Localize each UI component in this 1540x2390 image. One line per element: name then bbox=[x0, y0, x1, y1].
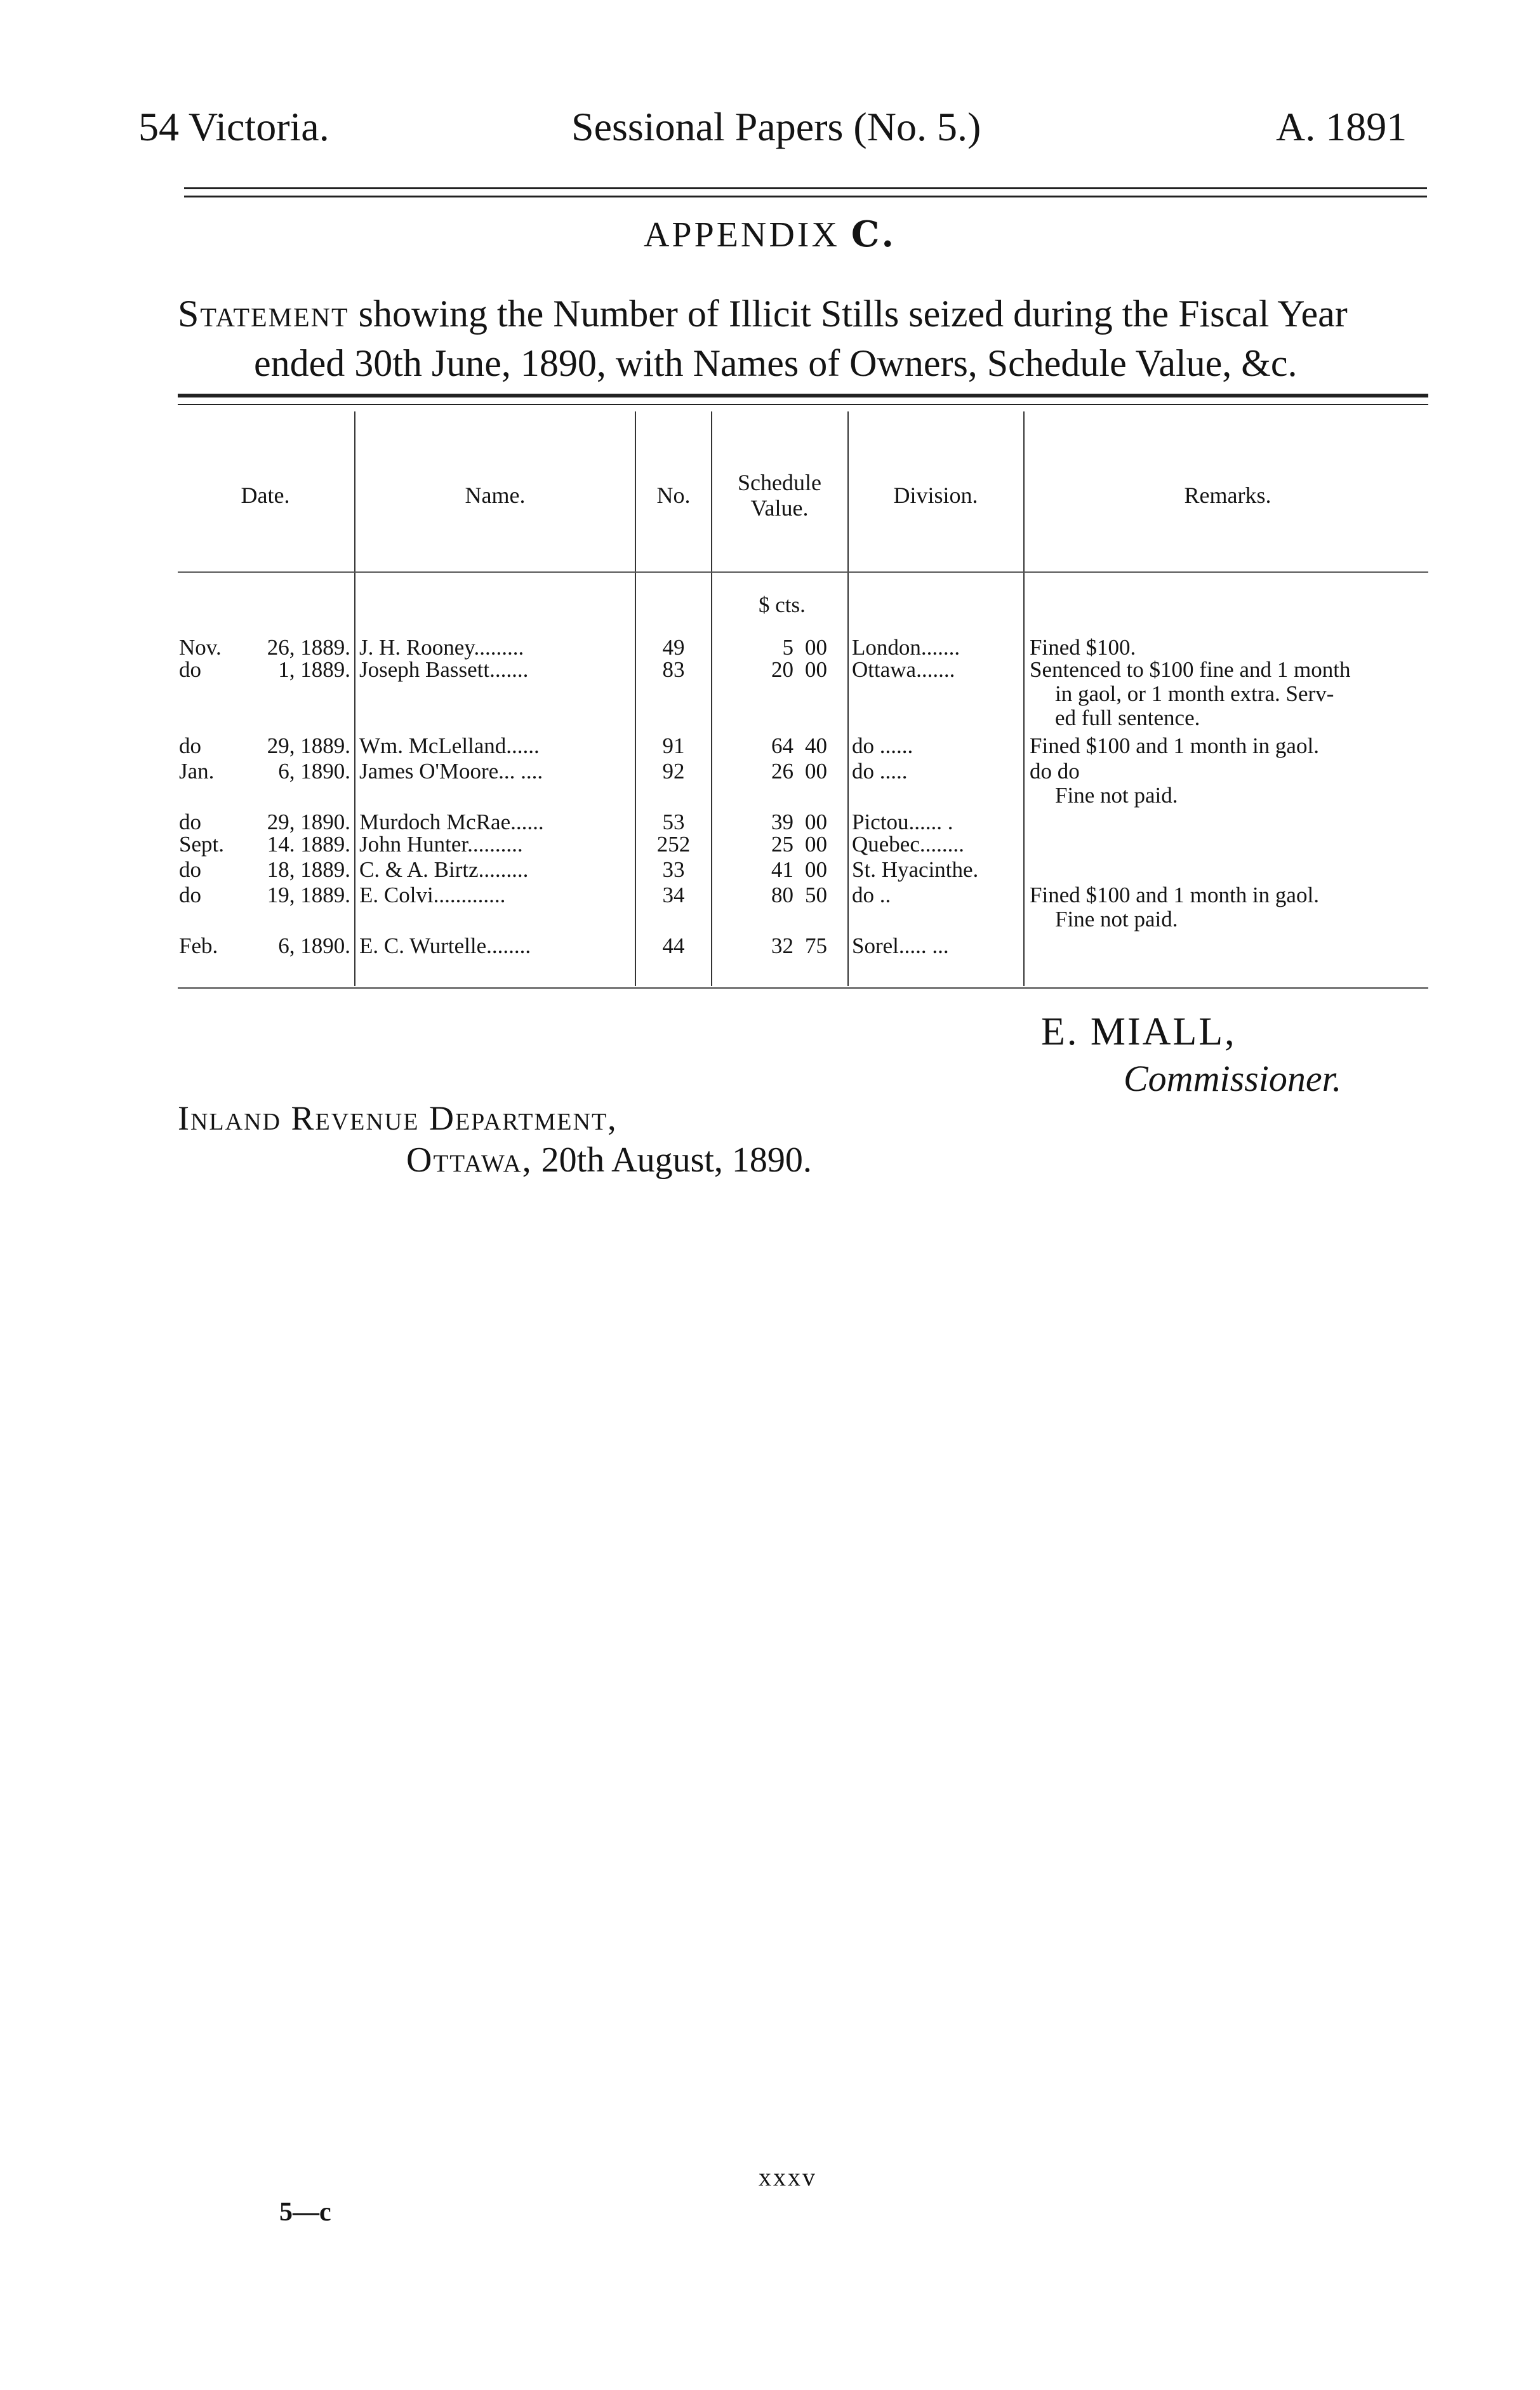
row-division: Pictou...... . bbox=[852, 810, 953, 834]
row-value-cents: 00 bbox=[805, 857, 827, 882]
row-date-month: do bbox=[179, 657, 201, 682]
row-division: do ..... bbox=[852, 759, 908, 784]
row-value-dollars: 26 bbox=[771, 759, 793, 784]
col-header-remarks: Remarks. bbox=[1184, 483, 1271, 508]
row-value-cents: 00 bbox=[805, 832, 827, 857]
signature-name: E. MIALL, bbox=[1041, 1010, 1237, 1053]
statement-line2: ended 30th June, 1890, with Names of Owners, Schedule Value, &c. bbox=[254, 342, 1298, 384]
header-title: Sessional Papers (No. 5.) bbox=[571, 104, 981, 149]
row-name: John Hunter.......... bbox=[359, 832, 523, 857]
department-date: 20th August, 1890. bbox=[541, 1140, 812, 1180]
row-value-dollars: 5 bbox=[782, 635, 793, 660]
row-remark: Fined $100 and 1 month in gaol. bbox=[1030, 883, 1319, 907]
col-header-date: Date. bbox=[241, 483, 290, 508]
row-date-month: do bbox=[179, 733, 201, 758]
row-number: 53 bbox=[662, 810, 685, 834]
row-value-cents: 00 bbox=[805, 635, 827, 660]
row-date-month: do bbox=[179, 810, 201, 834]
row-value-dollars: 41 bbox=[771, 857, 793, 882]
row-value-dollars: 39 bbox=[771, 810, 793, 834]
row-remark: ed full sentence. bbox=[1055, 705, 1200, 730]
row-number: 91 bbox=[662, 733, 685, 758]
row-division: do .. bbox=[852, 883, 891, 907]
row-date-month: Nov. bbox=[179, 635, 222, 660]
header-volume: 54 Victoria. bbox=[138, 104, 329, 149]
signature-title: Commissioner. bbox=[1124, 1058, 1342, 1099]
row-date-day: 14. 1889. bbox=[267, 832, 350, 857]
signature-mark: 5—c bbox=[279, 2198, 331, 2227]
col-header-name: Name. bbox=[465, 483, 526, 508]
col-header-no: No. bbox=[656, 483, 691, 508]
row-remark: Sentenced to $100 fine and 1 month bbox=[1030, 657, 1351, 682]
row-number: 33 bbox=[662, 857, 685, 882]
row-division: Quebec........ bbox=[852, 832, 964, 857]
row-name: James O'Moore... .... bbox=[359, 759, 543, 784]
table-rule-bottom bbox=[178, 987, 1428, 989]
row-date-day: 6, 1890. bbox=[278, 933, 350, 958]
row-value-dollars: 64 bbox=[771, 733, 793, 758]
department-place: Ottawa, bbox=[406, 1140, 533, 1180]
row-number: 92 bbox=[662, 759, 685, 784]
row-number: 83 bbox=[662, 657, 685, 682]
row-date-month: Sept. bbox=[179, 832, 224, 857]
row-number: 252 bbox=[656, 832, 691, 857]
row-name: Murdoch McRae...... bbox=[359, 810, 544, 834]
row-value-cents: 75 bbox=[805, 933, 827, 958]
row-name: E. C. Wurtelle........ bbox=[359, 933, 531, 958]
row-division: Sorel..... ... bbox=[852, 933, 949, 958]
row-remark: Fine not paid. bbox=[1055, 907, 1178, 931]
row-name: C. & A. Birtz......... bbox=[359, 857, 529, 882]
row-division: do ...... bbox=[852, 733, 913, 758]
row-date-month: do bbox=[179, 883, 201, 907]
department-line1 bbox=[178, 1098, 618, 1138]
department-name: Inland Revenue Department, bbox=[178, 1099, 618, 1137]
row-value-cents: 50 bbox=[805, 883, 827, 907]
row-value-cents: 40 bbox=[805, 733, 827, 758]
header-year: A. 1891 bbox=[1276, 104, 1407, 149]
row-date-month: Jan. bbox=[179, 759, 215, 784]
row-date-day: 29, 1889. bbox=[267, 733, 350, 758]
col-header-division: Division. bbox=[893, 483, 978, 508]
row-value-dollars: 32 bbox=[771, 933, 793, 958]
row-division: London....... bbox=[852, 635, 960, 660]
row-remark: Fined $100 and 1 month in gaol. bbox=[1030, 733, 1319, 758]
row-name: J. H. Rooney......... bbox=[359, 635, 524, 660]
page-number: xxxv bbox=[759, 2163, 817, 2191]
row-date-month: do bbox=[179, 857, 201, 882]
row-value-dollars: 25 bbox=[771, 832, 793, 857]
row-name: Wm. McLelland...... bbox=[359, 733, 540, 758]
row-date-day: 6, 1890. bbox=[278, 759, 350, 784]
row-number: 34 bbox=[662, 883, 685, 907]
row-number: 49 bbox=[662, 635, 685, 660]
header-rule bbox=[178, 571, 1428, 573]
row-remark: Fine not paid. bbox=[1055, 783, 1178, 808]
row-name: Joseph Bassett....... bbox=[359, 657, 529, 682]
department-line2 bbox=[406, 1140, 812, 1180]
row-division: Ottawa....... bbox=[852, 657, 955, 682]
row-value-cents: 00 bbox=[805, 810, 827, 834]
appendix-letter: C. bbox=[851, 213, 896, 255]
row-date-day: 26, 1889. bbox=[267, 635, 350, 660]
row-remark: do do bbox=[1030, 759, 1080, 784]
row-value-cents: 00 bbox=[805, 657, 827, 682]
col-header-value bbox=[712, 470, 847, 521]
row-name: E. Colvi............. bbox=[359, 883, 506, 907]
row-number: 44 bbox=[662, 933, 685, 958]
statement-lead: Statement bbox=[178, 293, 349, 335]
row-date-day: 19, 1889. bbox=[267, 883, 350, 907]
row-date-month: Feb. bbox=[179, 933, 218, 958]
row-remark: in gaol, or 1 month extra. Serv- bbox=[1055, 681, 1334, 706]
statement-line1: showing the Number of Illicit Stills seized during the Fiscal Year bbox=[358, 293, 1348, 335]
row-date-day: 1, 1889. bbox=[278, 657, 350, 682]
col-header-value-line2: Value. bbox=[750, 495, 809, 521]
value-units: $ cts. bbox=[759, 592, 806, 617]
row-remark: Fined $100. bbox=[1030, 635, 1136, 660]
row-value-dollars: 80 bbox=[771, 883, 793, 907]
row-value-cents: 00 bbox=[805, 759, 827, 784]
row-date-day: 18, 1889. bbox=[267, 857, 350, 882]
appendix-title: APPENDIX bbox=[643, 215, 840, 255]
row-division: St. Hyacinthe. bbox=[852, 857, 979, 882]
col-header-value-line1: Schedule bbox=[738, 470, 821, 495]
row-value-dollars: 20 bbox=[771, 657, 793, 682]
row-date-day: 29, 1890. bbox=[267, 810, 350, 834]
